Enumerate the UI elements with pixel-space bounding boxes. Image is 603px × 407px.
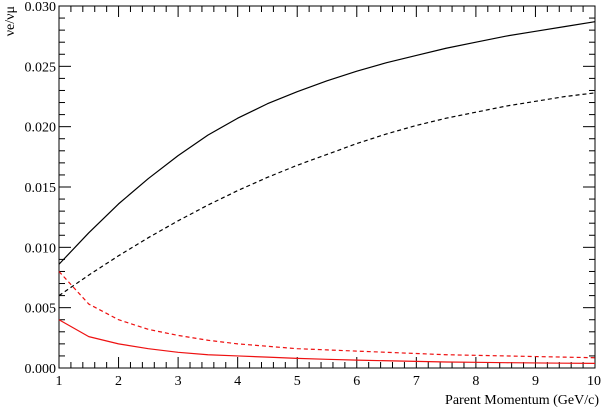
x-axis-label: Parent Momentum (GeV/c) (445, 393, 599, 407)
y-tick-label: 0.020 (24, 120, 56, 136)
y-tick-label: 0.010 (24, 241, 56, 257)
series-line-1 (59, 22, 595, 265)
x-tick-label: 5 (293, 374, 301, 389)
y-tick-label: 0.005 (24, 301, 56, 317)
x-tick-label: 1 (55, 374, 63, 389)
x-tick-label: 3 (174, 374, 182, 389)
y-tick-label: 0.000 (24, 362, 56, 377)
x-tick-label: 6 (353, 374, 361, 389)
y-axis-ticks (25, 0, 596, 377)
x-tick-label: 7 (412, 374, 420, 389)
y-tick-label: 0.015 (24, 181, 56, 196)
x-tick-label: 9 (531, 374, 539, 389)
x-tick-label: 8 (472, 374, 480, 389)
x-tick-label: 2 (115, 374, 123, 389)
series-group (59, 22, 595, 364)
x-tick-label: 10 (587, 374, 601, 389)
x-tick-label: 4 (234, 374, 242, 389)
y-axis-label: νe/νμ (3, 6, 18, 37)
series-line-3 (59, 271, 595, 357)
series-line-2 (59, 93, 595, 296)
y-tick-label: 0.025 (24, 60, 56, 76)
y-tick-label: 0.030 (24, 0, 56, 15)
plot-frame (59, 6, 595, 368)
x-axis-ticks (56, 6, 602, 389)
